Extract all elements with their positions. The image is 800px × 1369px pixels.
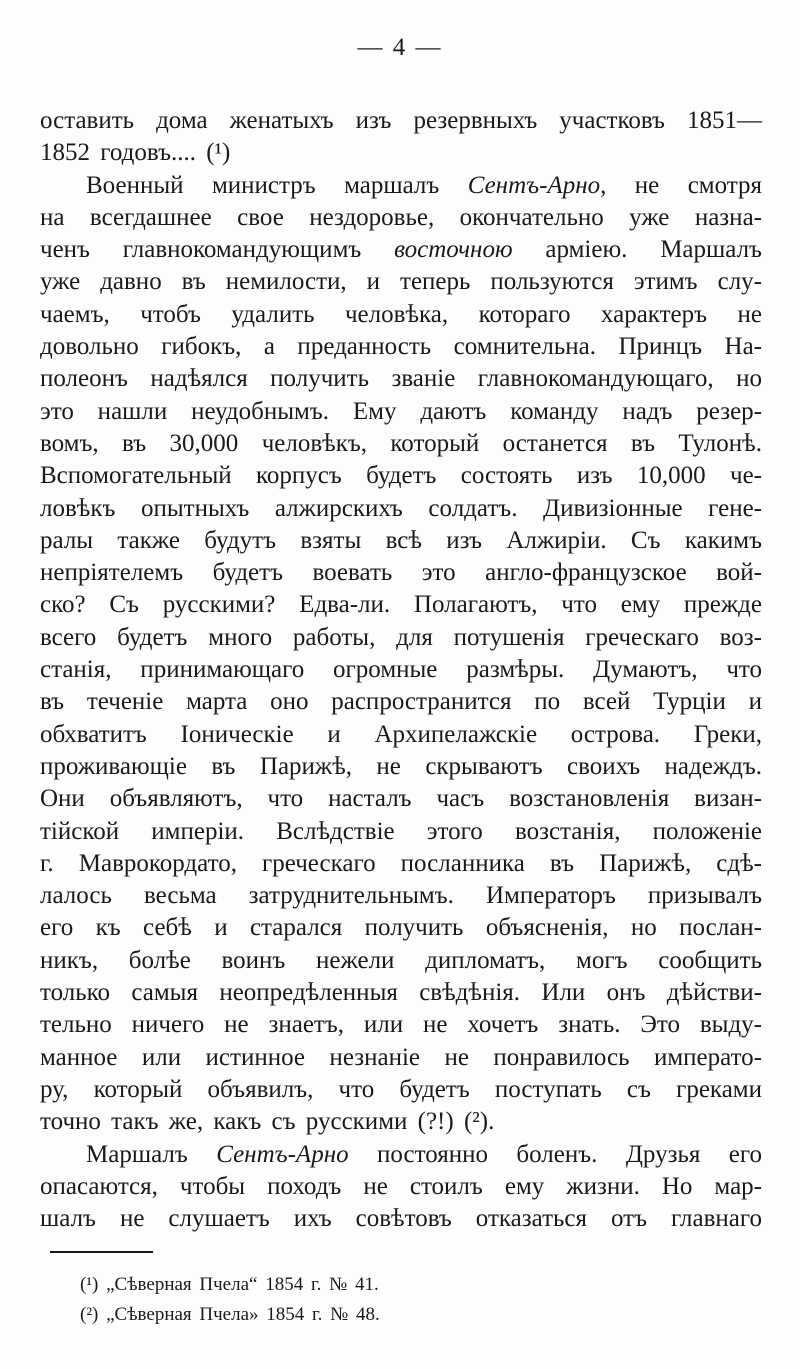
text-segment: шалъ не слушаетъ ихъ совѣтовъ отказаться отъ главнаго — [40, 1205, 762, 1233]
text-segment: тійской имперіи. Вслѣдствіе этого возстанія, положеніе — [40, 817, 762, 845]
text-segment: , не смотря — [600, 171, 763, 199]
text-line — [40, 493, 762, 525]
text-segment: въ теченіе марта оно распространится по всей Турціи и — [40, 688, 762, 716]
text-segment: ралы также будутъ взяты всѣ изъ Алжиріи. Съ какимъ — [40, 526, 762, 554]
text-segment: чаемъ, чтобъ удалить человѣка, котораго характеръ не — [40, 300, 762, 328]
text-line — [40, 525, 762, 557]
body-text — [40, 105, 762, 1235]
text-segment: Военный министръ маршалъ — [86, 171, 468, 199]
text-segment: уже давно въ немилости, и теперь пользуются этимъ слу- — [40, 268, 762, 296]
page-number: — 4 — — [357, 34, 443, 61]
text-line — [40, 1139, 762, 1171]
text-segment: станія, принимающаго огромные размѣры. Думаютъ, что — [40, 656, 762, 684]
text-segment: Вспомогательный корпусъ будетъ состоять изъ 10,000 че- — [40, 462, 762, 490]
text-line — [40, 137, 762, 169]
text-segment: оставить дома женатыхъ изъ резервныхъ участковъ 1851— — [40, 107, 762, 134]
text-segment: это нашли неудобнымъ. Ему даютъ команду надъ резер- — [40, 397, 762, 425]
text-segment: арміею. Маршалъ — [512, 236, 762, 264]
italic-text-segment: восточною — [394, 236, 513, 264]
text-segment: вомъ, въ 30,000 человѣкъ, который останется въ Тулонѣ. — [40, 429, 762, 457]
text-line — [40, 686, 762, 718]
text-segment: непріятелемъ будетъ воевать это англо-французское вой- — [40, 559, 762, 587]
text-segment: полеонъ надѣялся получить званіе главнокомандующаго, но — [40, 365, 762, 393]
footnote — [40, 1300, 762, 1330]
text-line — [40, 331, 762, 363]
text-line — [40, 622, 762, 654]
text-segment: обхватитъ Іоническіе и Архипелажскіе острова. Греки, — [40, 720, 762, 748]
text-segment: ру, который объявилъ, что будетъ поступать съ греками — [40, 1075, 762, 1103]
footnote — [40, 1270, 762, 1300]
text-segment: на всегдашнее свое нездоровье, окончательно уже назна- — [40, 203, 762, 231]
text-line — [40, 202, 762, 234]
italic-text-segment: Сентъ-Арно — [216, 1140, 349, 1168]
text-segment: Они объявляютъ, что насталъ часъ возстановленія визан- — [40, 785, 762, 813]
text-segment: его къ себѣ и старался получить объясненія, но послан- — [40, 914, 762, 942]
text-line — [40, 1106, 762, 1138]
text-line — [40, 977, 762, 1009]
text-line — [40, 557, 762, 589]
text-line — [40, 654, 762, 686]
text-segment: манное или истинное незнаніе не понравилось императо- — [40, 1043, 762, 1071]
text-line — [40, 589, 762, 621]
text-line — [40, 170, 762, 202]
footnote-text: (²) „Сѣверная Пчела» 1854 г. № 48. — [80, 1303, 380, 1325]
text-line — [40, 266, 762, 298]
text-line — [40, 719, 762, 751]
text-line — [40, 299, 762, 331]
footnote-separator — [50, 1251, 153, 1253]
text-line — [40, 1171, 762, 1203]
text-line — [40, 816, 762, 848]
text-line — [40, 363, 762, 395]
text-segment: 1852 годовъ.... (¹) — [40, 139, 231, 167]
text-line — [40, 428, 762, 460]
text-line — [40, 460, 762, 492]
text-segment: проживающіе въ Парижѣ, не скрываютъ своихъ надеждъ. — [40, 752, 762, 780]
italic-text-segment: Сентъ-Арно — [467, 171, 601, 199]
text-segment: точно такъ же, какъ съ русскими (?!) (²). — [40, 1108, 495, 1136]
text-segment: постоянно боленъ. Друзья его — [348, 1140, 762, 1168]
text-segment: ченъ главнокомандующимъ — [40, 236, 395, 264]
text-line — [40, 880, 762, 912]
footnotes — [40, 1270, 762, 1329]
text-line — [40, 783, 762, 815]
text-line — [40, 1074, 762, 1106]
text-line — [40, 1009, 762, 1041]
text-segment: всего будетъ много работы, для потушенія греческаго воз- — [40, 623, 762, 651]
text-line — [40, 234, 762, 266]
text-segment: никъ, болѣе воинъ нежели дипломатъ, могъ сообщить — [40, 946, 762, 974]
text-line — [40, 396, 762, 428]
text-line — [40, 1042, 762, 1074]
text-segment: лалось весьма затруднительнымъ. Императоръ призывалъ — [40, 882, 762, 910]
text-segment: довольно гибокъ, а преданность сомнительна. Принцъ На- — [40, 333, 762, 361]
text-segment: тельно ничего не знаетъ, или не хочетъ знать. Это выду- — [40, 1011, 762, 1039]
footnote-text: (¹) „Сѣверная Пчела“ 1854 г. № 41. — [80, 1274, 379, 1296]
text-segment: ловѣкъ опытныхъ алжирскихъ солдатъ. Дивизіонные гене- — [40, 494, 762, 522]
text-line — [40, 751, 762, 783]
text-line — [40, 912, 762, 944]
text-line — [40, 848, 762, 880]
text-line — [40, 1203, 762, 1235]
text-segment: Маршалъ — [86, 1140, 217, 1168]
text-line — [40, 105, 762, 137]
text-segment: только самыя неопредѣленныя свѣдѣнія. Или онъ дѣйстви- — [40, 979, 762, 1007]
text-segment: опасаются, чтобы походъ не стоилъ ему жизни. Но мар- — [40, 1172, 762, 1200]
text-line — [40, 945, 762, 977]
text-segment: ско? Съ русскими? Едва-ли. Полагаютъ, что ему прежде — [40, 591, 762, 619]
text-segment: г. Маврокордато, греческаго посланника въ Парижѣ, сдѣ- — [40, 849, 762, 877]
